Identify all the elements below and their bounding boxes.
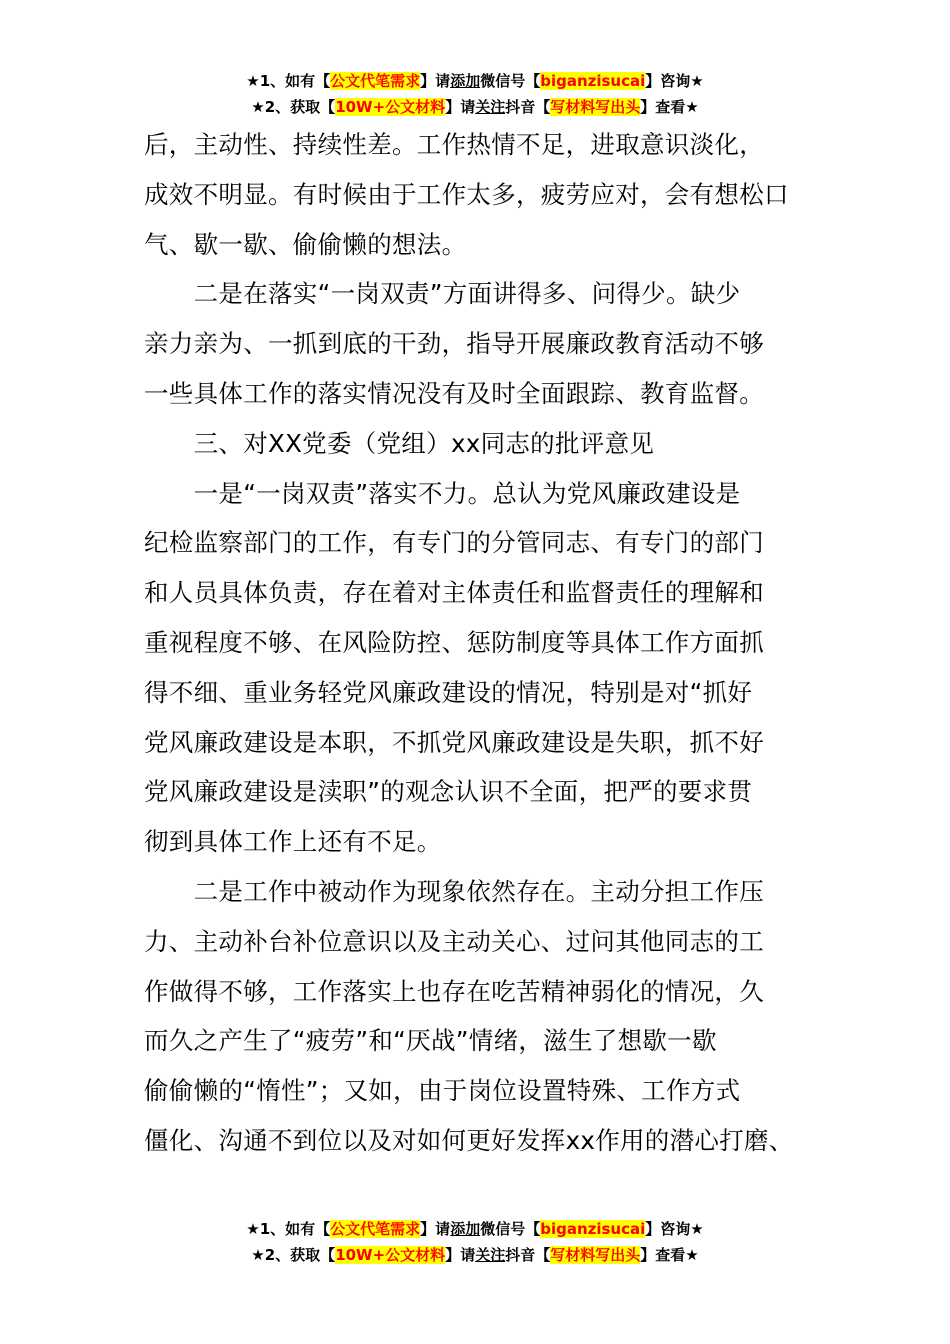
banner-text: ★1、如有【: [246, 72, 331, 90]
underlined-text: 关注: [475, 1246, 506, 1264]
underlined-text: 添加: [450, 72, 481, 90]
banner-text: 】查看★: [640, 98, 699, 116]
highlight-text: biganzisucai: [540, 1220, 646, 1238]
header-banner: [0, 68, 950, 120]
banner-text: 】请: [445, 98, 476, 116]
banner-text: 】咨询★: [645, 72, 704, 90]
highlight-text: 10W+公文材料: [335, 1246, 446, 1264]
highlight-text: biganzisucai: [540, 72, 646, 90]
highlight-text: 写材料写出头: [550, 1246, 641, 1264]
banner-text: 抖音【: [505, 98, 551, 116]
banner-line-1: [0, 68, 950, 94]
body-line: 党风廉政建设是本职，不抓党风廉政建设是失职，抓不好: [144, 727, 764, 757]
body-line: 力、主动补台补位意识以及主动关心、过问其他同志的工: [144, 926, 764, 956]
banner-text: 】请: [420, 1220, 451, 1238]
document-body: [144, 120, 819, 1166]
banner-line-2: [0, 94, 950, 120]
banner-text: 】请: [420, 72, 451, 90]
highlight-text: 公文代笔需求: [330, 72, 421, 90]
underlined-text: 关注: [475, 98, 506, 116]
body-line: 重视程度不够、在风险防控、惩防制度等具体工作方面抓: [144, 627, 764, 657]
body-line: 后，主动性、持续性差。工作热情不足，进取意识淡化，: [144, 130, 764, 159]
banner-line-1: [0, 1216, 950, 1242]
underlined-text: 添加: [450, 1220, 481, 1238]
banner-text: 】咨询★: [645, 1220, 704, 1238]
banner-text: 微信号【: [480, 72, 541, 90]
section-heading: 三、对XX党委（党组）xx同志的批评意见: [144, 428, 655, 458]
highlight-text: 公文代笔需求: [330, 1220, 421, 1238]
body-line: 亲力亲为、一抓到底的干劲，指导开展廉政教育活动不够: [144, 329, 764, 359]
body-line: 僵化、沟通不到位以及对如何更好发挥xx作用的潜心打磨、: [144, 1125, 794, 1155]
body-line: 气、歇一歇、偷偷懒的想法。: [144, 229, 467, 259]
body-line: 偷偷懒的“惰性”；又如，由于岗位设置特殊、工作方式: [144, 1076, 741, 1106]
footer-banner: [0, 1216, 950, 1268]
body-line: 彻到具体工作上还有不足。: [144, 827, 442, 857]
body-line: 二是在落实“一岗双责”方面讲得多、问得少。缺少: [144, 279, 741, 309]
body-line: 和人员具体负责，存在着对主体责任和监督责任的理解和: [144, 578, 764, 608]
banner-text: 】查看★: [640, 1246, 699, 1264]
body-line: 纪检监察部门的工作，有专门的分管同志、有专门的部门: [144, 528, 764, 558]
banner-text: ★1、如有【: [246, 1220, 331, 1238]
body-line: 得不细、重业务轻党风廉政建设的情况，特别是对“抓好: [144, 677, 753, 707]
body-line: 一些具体工作的落实情况没有及时全面跟踪、教育监督。: [144, 378, 764, 408]
banner-text: 微信号【: [480, 1220, 541, 1238]
highlight-text: 10W+公文材料: [335, 98, 446, 116]
banner-line-2: [0, 1242, 950, 1268]
body-line: 而久之产生了“疲劳”和“厌战”情绪，滋生了想歇一歇: [144, 1026, 717, 1056]
body-line: 作做得不够，工作落实上也存在吃苦精神弱化的情况，久: [144, 976, 764, 1006]
banner-text: ★2、获取【: [251, 98, 336, 116]
body-line: 一是“一岗双责”落实不力。总认为党风廉政建设是: [144, 478, 741, 508]
banner-text: 】请: [445, 1246, 476, 1264]
banner-text: 抖音【: [505, 1246, 551, 1264]
body-line: 二是工作中被动作为现象依然存在。主动分担工作压: [144, 876, 764, 906]
highlight-text: 写材料写出头: [550, 98, 641, 116]
body-line: 成效不明显。有时候由于工作太多，疲劳应对，会有想松口: [144, 179, 789, 209]
body-line: 党风廉政建设是渎职”的观念认识不全面，把严的要求贯: [144, 777, 753, 807]
banner-text: ★2、获取【: [251, 1246, 336, 1264]
